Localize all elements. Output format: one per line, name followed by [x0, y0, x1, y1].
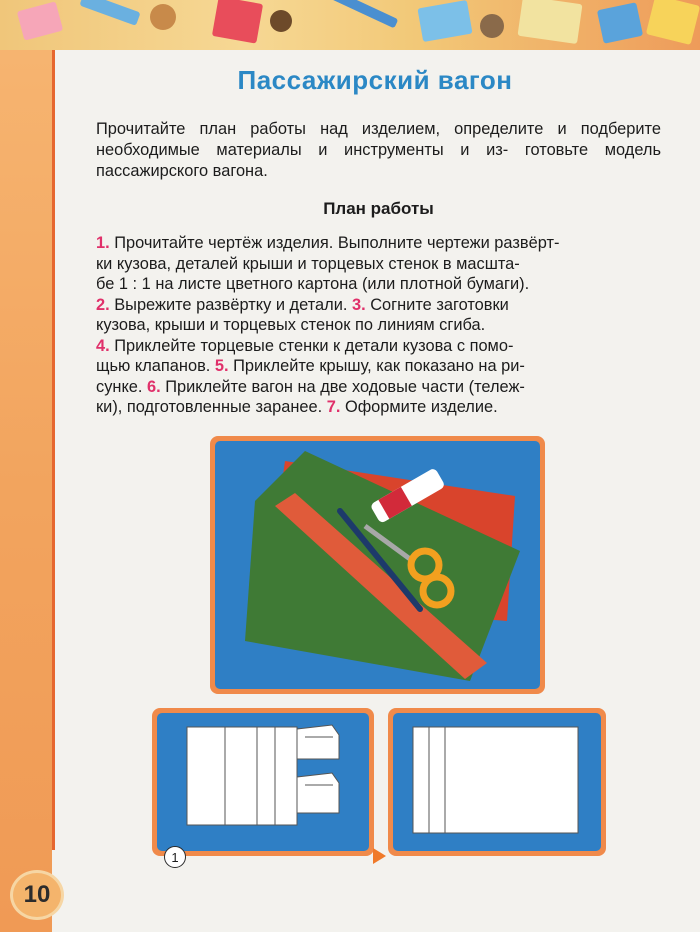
- end-wall-piece: [297, 773, 339, 813]
- plan-line: [96, 254, 661, 275]
- step-text: Согните заготовки: [365, 295, 509, 314]
- body-unfolding-drawing: [157, 713, 369, 851]
- step-text: Приклейте крышу, как показано на ри-: [228, 357, 525, 375]
- step-text: ки), подготовленные заранее.: [96, 398, 327, 416]
- intro-text-line: готовьте модель пассажирского вагона.: [96, 141, 661, 180]
- decor-shape: [518, 0, 583, 44]
- decor-shape: [17, 1, 63, 40]
- plan-line: [96, 356, 661, 377]
- decor-shape: [322, 0, 399, 28]
- decor-shape: [646, 0, 700, 45]
- page-title: Пассажирский вагон: [237, 65, 513, 95]
- page-number: 10: [10, 870, 64, 920]
- step-number: 2.: [96, 295, 110, 314]
- body-unfolding-sheet: [187, 727, 297, 825]
- materials-photo: [210, 436, 545, 694]
- decorative-banner: [0, 0, 700, 50]
- step-text: щью клапанов.: [96, 357, 215, 375]
- step-text: Вырежите развёртку и детали.: [109, 295, 352, 314]
- materials-illustration: [215, 441, 540, 689]
- plan-line: [96, 397, 661, 418]
- decor-shape: [480, 14, 504, 38]
- step-text: бе 1 : 1 на листе цветного картона (или плотной бумаги).: [96, 275, 530, 293]
- next-step-arrow-icon: [373, 848, 386, 864]
- plan-line: [96, 315, 661, 336]
- plan-heading: План работы: [323, 199, 434, 218]
- decor-shape: [417, 0, 472, 42]
- left-margin-line: [52, 50, 55, 850]
- step-number: 4.: [96, 336, 110, 355]
- step-number: 5.: [214, 357, 229, 375]
- decor-shape: [79, 0, 140, 26]
- decor-shape: [150, 4, 176, 30]
- step-1-left-panel: [152, 708, 374, 856]
- intro-paragraph: [96, 119, 661, 182]
- decor-shape: [270, 10, 292, 32]
- step-text: Оформите изделие.: [340, 398, 498, 416]
- step-number-badge: 1: [164, 846, 186, 868]
- work-plan: [96, 233, 661, 418]
- plan-line: [96, 295, 661, 316]
- step-number: 7.: [326, 398, 341, 416]
- plan-line: [96, 377, 661, 398]
- plan-line: [96, 233, 661, 254]
- step-number: 3.: [351, 295, 366, 314]
- end-wall-piece: [297, 725, 339, 759]
- step-text: Приклейте вагон на две ходовые части (тележ-: [160, 377, 525, 396]
- step-number: 1.: [96, 234, 110, 252]
- roof-sheet: [413, 727, 578, 833]
- decor-shape: [212, 0, 263, 44]
- roof-drawing: [393, 713, 601, 851]
- plan-line: [96, 336, 661, 357]
- step-text: ки кузова, деталей крыши и торцевых стенок в масшта-: [96, 254, 520, 273]
- intro-text-line: Прочитайте план работы над изделием, определите и подберите необходимые материалы и инструменты и из-: [96, 120, 661, 159]
- decor-shape: [597, 2, 643, 44]
- step-text: кузова, крыши и торцевых стенок по линиям сгиба.: [96, 316, 486, 334]
- step-text: сунке.: [96, 377, 148, 396]
- step-number: 6.: [147, 377, 161, 396]
- plan-line: [96, 274, 661, 295]
- step-text: Приклейте торцевые стенки к детали кузова с помо-: [109, 336, 514, 355]
- step-1-right-panel: [388, 708, 606, 856]
- left-margin-strip: [0, 50, 52, 932]
- step-text: Прочитайте чертёж изделия. Выполните чертежи развёрт-: [109, 234, 560, 252]
